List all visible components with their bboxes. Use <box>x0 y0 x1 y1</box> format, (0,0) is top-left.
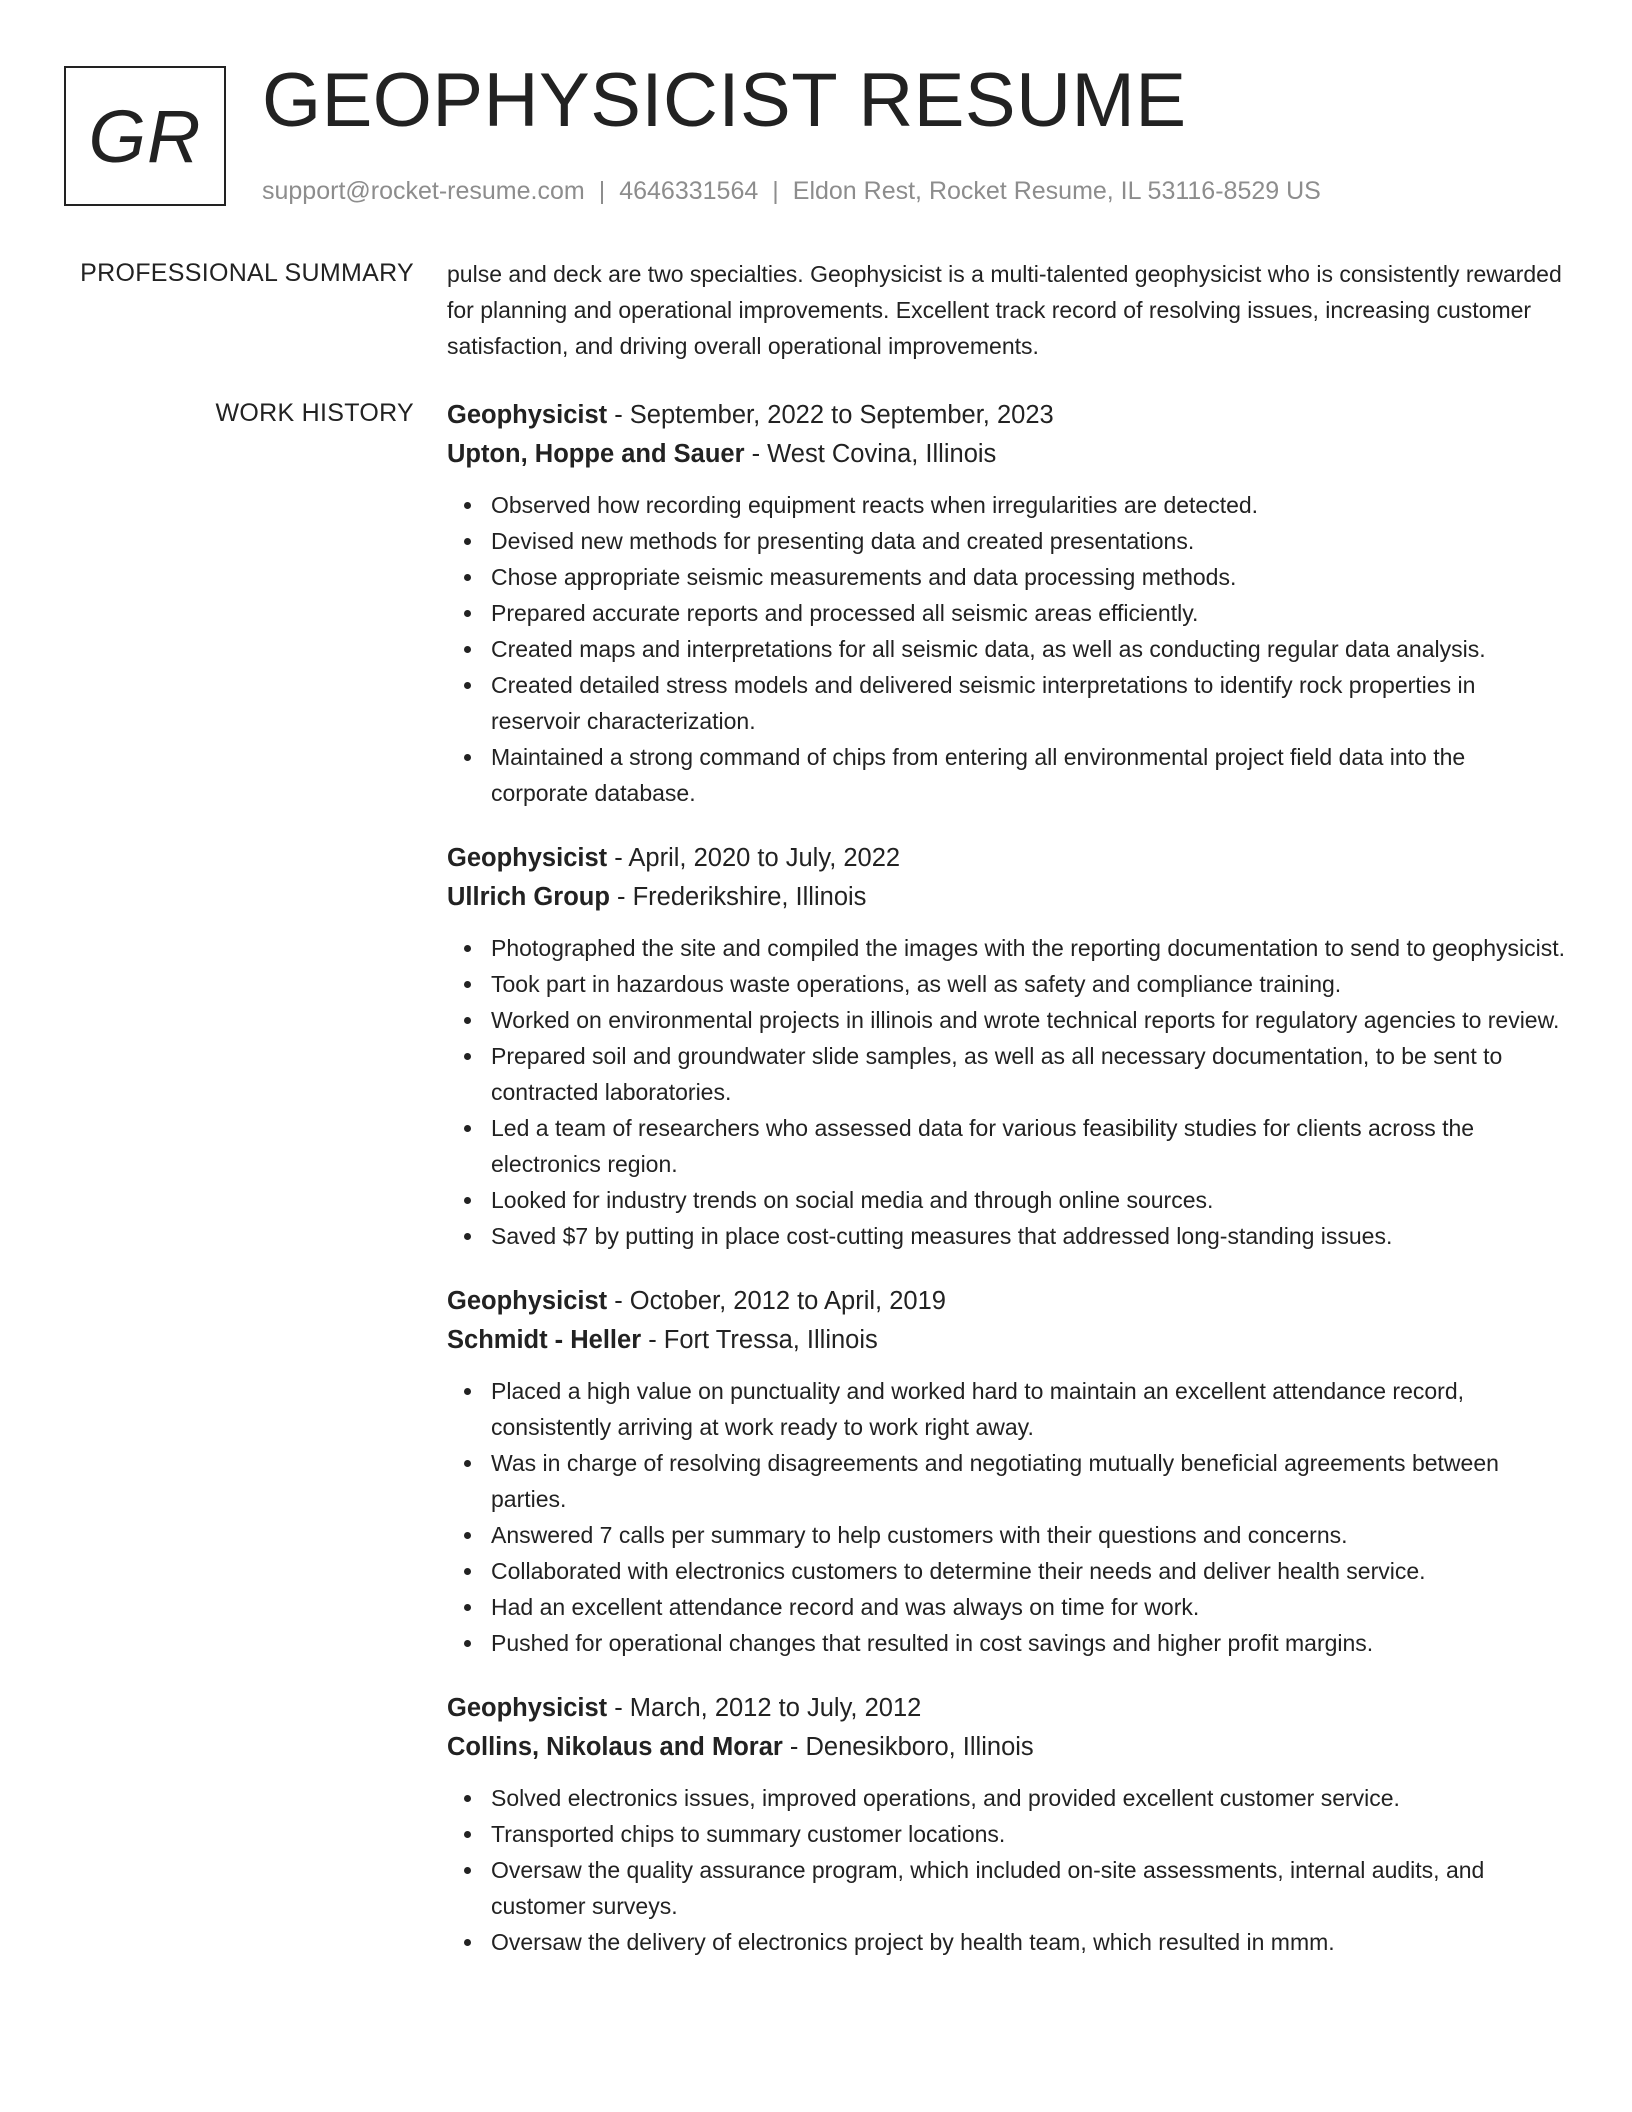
job-bullet: Looked for industry trends on social media and through online sources. <box>491 1182 1567 1218</box>
page-title: GEOPHYSICIST RESUME <box>262 58 1187 143</box>
summary-text: pulse and deck are two specialties. Geophysicist is a multi-talented geophysicist who is consistently rewarded for planning and operational improvements. Excellent track record of resolving issues, increasing customer satisfaction, and driving overall operational improvements. <box>447 261 1562 359</box>
job-bullets <box>447 930 1567 1254</box>
job-bullet: Placed a high value on punctuality and worked hard to maintain an excellent attendance record, consistently arriving at work ready to work right away. <box>491 1373 1567 1445</box>
job-bullet: Chose appropriate seismic measurements and data processing methods. <box>491 559 1567 595</box>
section-label-work-history: WORK HISTORY <box>215 399 414 427</box>
job-bullet: Photographed the site and compiled the images with the reporting documentation to send to geophysicist. <box>491 930 1567 966</box>
contact-separator: | <box>772 177 779 205</box>
contact-separator: | <box>598 177 606 205</box>
job-bullet: Had an excellent attendance record and was always on time for work. <box>491 1589 1567 1625</box>
job-company: Schmidt - Heller <box>447 1326 642 1354</box>
job-company: Upton, Hoppe and Sauer <box>447 440 745 468</box>
job-bullet: Devised new methods for presenting data and created presentations. <box>491 523 1567 559</box>
job-bullet: Prepared soil and groundwater slide samples, as well as all necessary documentation, to be sent to contracted laboratories. <box>491 1038 1567 1110</box>
job-bullet: Collaborated with electronics customers to determine their needs and deliver health service. <box>491 1553 1567 1589</box>
job-bullet: Prepared accurate reports and processed all seismic areas efficiently. <box>491 595 1567 631</box>
job-company-line <box>447 1728 1567 1767</box>
job-title-line <box>447 396 1567 435</box>
job-bullet: Solved electronics issues, improved operations, and provided excellent customer service. <box>491 1780 1567 1816</box>
job-entry <box>447 1689 1567 1960</box>
job-title-line <box>447 1689 1567 1728</box>
job-title-line <box>447 839 1567 878</box>
job-title: Geophysicist <box>447 401 608 429</box>
job-company-line <box>447 878 1567 917</box>
job-bullet: Answered 7 calls per summary to help customers with their questions and concerns. <box>491 1517 1567 1553</box>
job-bullet: Led a team of researchers who assessed data for various feasibility studies for clients across the electronics region. <box>491 1110 1567 1182</box>
job-company: Collins, Nikolaus and Morar <box>447 1733 783 1761</box>
job-location: - Denesikboro, Illinois <box>782 1733 1034 1761</box>
job-title: Geophysicist <box>447 1694 608 1722</box>
job-bullet: Transported chips to summary customer locations. <box>491 1816 1567 1852</box>
contact-line <box>262 174 1321 208</box>
job-location: - Frederikshire, Illinois <box>609 883 867 911</box>
job-dates: - March, 2012 to July, 2012 <box>607 1694 922 1722</box>
job-company: Ullrich Group <box>447 883 610 911</box>
job-entry <box>447 1282 1567 1661</box>
job-dates: - September, 2022 to September, 2023 <box>607 401 1054 429</box>
job-location: - West Covina, Illinois <box>744 440 997 468</box>
job-title: Geophysicist <box>447 1287 608 1315</box>
job-company-line <box>447 1321 1567 1360</box>
job-bullet: Oversaw the quality assurance program, which included on-site assessments, internal audits, and customer surveys. <box>491 1852 1567 1924</box>
section-label-summary: PROFESSIONAL SUMMARY <box>80 259 414 287</box>
job-bullet: Oversaw the delivery of electronics project by health team, which resulted in mmm. <box>491 1924 1567 1960</box>
job-bullet: Created detailed stress models and delivered seismic interpretations to identify rock properties in reservoir characterization. <box>491 667 1567 739</box>
contact-address: Eldon Rest, Rocket Resume, IL 53116-8529 US <box>792 177 1321 205</box>
contact-phone: 4646331564 <box>619 177 759 205</box>
summary-body <box>447 256 1567 364</box>
job-entry <box>447 396 1567 811</box>
job-bullets <box>447 1780 1567 1960</box>
job-dates: - October, 2012 to April, 2019 <box>607 1287 946 1315</box>
job-bullet: Saved $7 by putting in place cost-cutting measures that addressed long-standing issues. <box>491 1218 1567 1254</box>
work-history-body <box>447 396 1567 1988</box>
job-bullet: Pushed for operational changes that resulted in cost savings and higher profit margins. <box>491 1625 1567 1661</box>
job-title: Geophysicist <box>447 844 608 872</box>
job-dates: - April, 2020 to July, 2022 <box>607 844 901 872</box>
job-bullet: Took part in hazardous waste operations, as well as safety and compliance training. <box>491 966 1567 1002</box>
monogram-logo: GR <box>64 66 226 206</box>
job-location: - Fort Tressa, Illinois <box>641 1326 878 1354</box>
job-title-line <box>447 1282 1567 1321</box>
contact-email: support@rocket-resume.com <box>262 177 585 205</box>
job-bullet: Maintained a strong command of chips from entering all environmental project field data into the corporate database. <box>491 739 1567 811</box>
job-bullet: Created maps and interpretations for all seismic data, as well as conducting regular data analysis. <box>491 631 1567 667</box>
job-bullet: Was in charge of resolving disagreements and negotiating mutually beneficial agreements between parties. <box>491 1445 1567 1517</box>
job-bullets <box>447 1373 1567 1661</box>
job-bullet: Observed how recording equipment reacts when irregularities are detected. <box>491 487 1567 523</box>
job-bullet: Worked on environmental projects in illinois and wrote technical reports for regulatory agencies to review. <box>491 1002 1567 1038</box>
job-bullets <box>447 487 1567 811</box>
job-entry <box>447 839 1567 1254</box>
job-company-line <box>447 435 1567 474</box>
